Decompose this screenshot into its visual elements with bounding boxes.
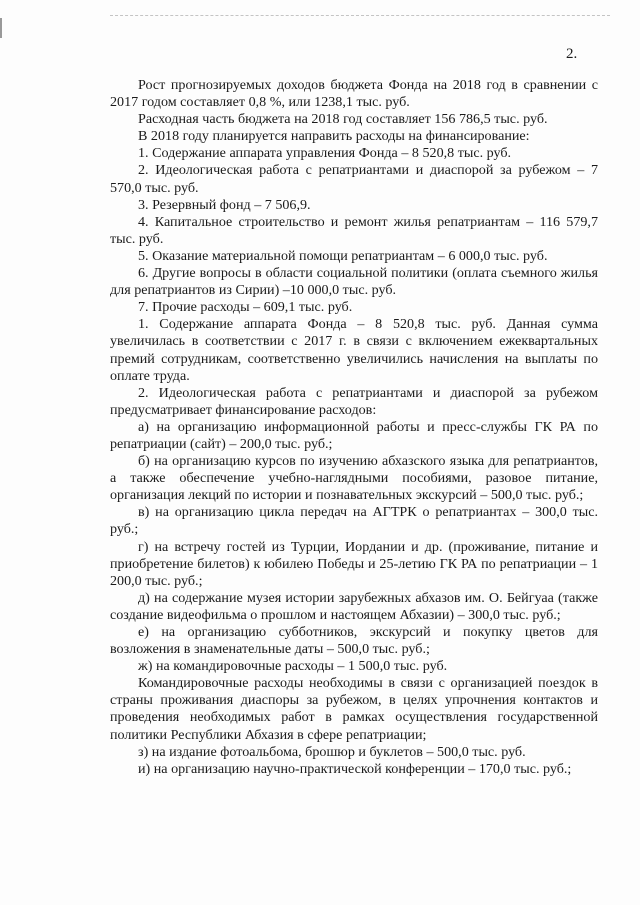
paragraph-revenue-growth: Рост прогнозируемых доходов бюджета Фонда на 2018 год в сравнении с 2017 годом составляет 0,8 %, или 1238,1 тыс. руб. — [110, 77, 598, 111]
detail-item-1: 1. Содержание аппарата Фонда – 8 520,8 тыс. руб. Данная сумма увеличилась в соответствии с 2017 г. в связи с включением ежеквартальных премий сотрудникам, соответственно увеличились начисления на выплаты по оплате труда. — [110, 316, 598, 384]
detail-item-2: 2. Идеологическая работа с репатриантами и диаспорой за рубежом предусматривает финансирование расходов: — [110, 384, 598, 418]
list-item-1: 1. Содержание аппарата управления Фонда – 8 520,8 тыс. руб. — [138, 145, 512, 162]
sub-item-d: д) на содержание музея истории зарубежных абхазов им. О. Бейгуаа (также создание видеофильма о прошлом и настоящем Абхазии) – 300,0 тыс. руб.; — [110, 589, 598, 623]
sub-item-a: а) на организацию информационной работы и пресс-службы ГК РА по репатриации (сайт) – 200,0 тыс. руб.; — [110, 418, 598, 452]
sub-item-z: з) на издание фотоальбома, брошюр и буклетов – 500,0 тыс. руб. — [138, 743, 526, 760]
list-item-2: 2. Идеологическая работа с репатриантами и диаспорой за рубежом – 7 570,0 тыс. руб. — [110, 162, 598, 196]
scan-top-edge — [110, 15, 610, 16]
list-item-6: 6. Другие вопросы в области социальной политики (оплата съемного жилья для репатриантов из Сирии) –10 000,0 тыс. руб. — [110, 265, 598, 299]
list-item-5: 5. Оказание материальной помощи репатриантам – 6 000,0 тыс. руб. — [138, 247, 548, 264]
document-body — [110, 77, 598, 778]
list-item-3: 3. Резервный фонд – 7 506,9. — [138, 196, 311, 213]
list-item-7: 7. Прочие расходы – 609,1 тыс. руб. — [138, 299, 353, 316]
paragraph-expenditure-intro: В 2018 году планируется направить расходы на финансирование: — [138, 128, 530, 145]
sub-item-zh: ж) на командировочные расходы – 1 500,0 тыс. руб. — [138, 658, 448, 675]
sub-item-g: г) на встречу гостей из Турции, Иордании и др. (проживание, питание и приобретение билетов) к юбилею Победы и 25-летию ГК РА по репатриации – 1 200,0 тыс. руб.; — [110, 538, 598, 589]
sub-item-v: в) на организацию цикла передач на АГТРК о репатриантах – 300,0 тыс. руб.; — [110, 504, 598, 538]
sub-item-e: е) на организацию субботников, экскурсий и покупку цветов для возложения в знаменательные даты – 500,0 тыс. руб.; — [110, 624, 598, 658]
page-number: 2. — [566, 46, 578, 62]
list-item-4: 4. Капитальное строительство и ремонт жилья репатриантам – 116 579,7 тыс. руб. — [110, 213, 598, 247]
scan-left-mark — [0, 18, 2, 38]
paragraph-travel-justification: Командировочные расходы необходимы в связи с организацией поездок в страны проживания диаспоры за рубежом, в целях упрочнения контактов и проведения необходимых работ в рамках осуществления государственной политики Республики Абхазия в сфере репатриации; — [110, 675, 598, 743]
sub-item-b: б) на организацию курсов по изучению абхазского языка для репатриантов, а также обеспечение учебно-наглядными пособиями, разовое питание, организация лекций по истории и познавательных экскурсий – 500,0 тыс. руб.; — [110, 453, 598, 504]
sub-item-i: и) на организацию научно-практической конференции – 170,0 тыс. руб.; — [138, 760, 572, 777]
paragraph-expenditure-total: Расходная часть бюджета на 2018 год составляет 156 786,5 тыс. руб. — [138, 111, 548, 128]
